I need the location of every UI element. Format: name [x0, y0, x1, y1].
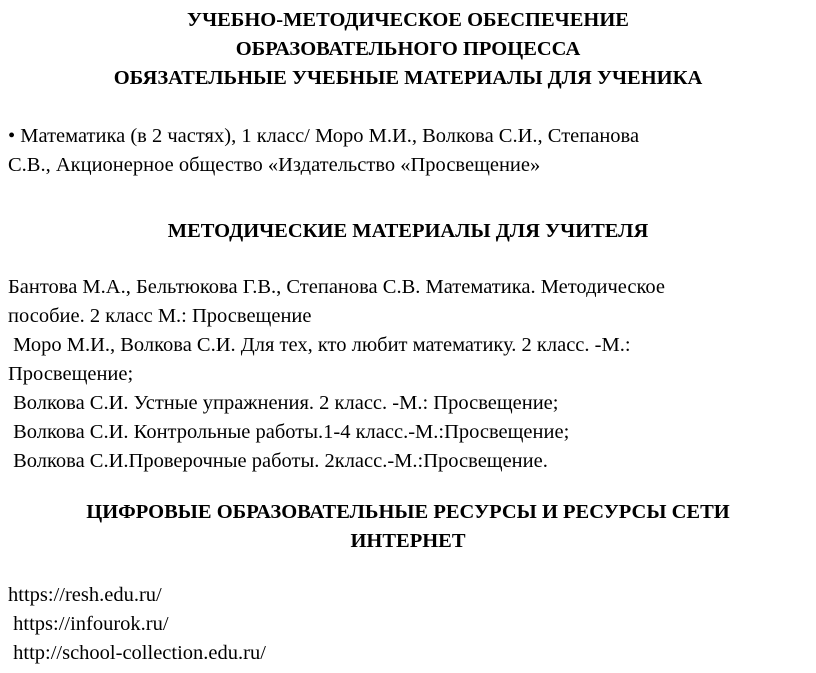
- teacher-materials-line: пособие. 2 класс М.: Просвещение: [8, 305, 312, 327]
- teacher-materials-line: Моро М.И., Волкова С.И. Для тех, кто любит математику. 2 класс. -М.:: [8, 334, 631, 356]
- teacher-materials-line: Волкова С.И. Устные упражнения. 2 класс. -М.: Просвещение;: [8, 392, 559, 414]
- main-heading-line-2: ОБРАЗОВАТЕЛЬНОГО ПРОЦЕССА: [235, 38, 581, 60]
- digital-resources-heading: [8, 498, 808, 556]
- main-heading-line-1: УЧЕБНО-МЕТОДИЧЕСКОЕ ОБЕСПЕЧЕНИЕ: [187, 9, 629, 31]
- student-materials-heading: ОБЯЗАТЕЛЬНЫЕ УЧЕБНЫЕ МАТЕРИАЛЫ ДЛЯ УЧЕНИКА: [113, 67, 703, 89]
- digital-resources-heading-line-2: ИНТЕРНЕТ: [350, 530, 466, 552]
- teacher-materials-heading: [8, 217, 808, 246]
- resource-link-resh[interactable]: https://resh.edu.ru/: [8, 584, 162, 606]
- resource-link-infourok[interactable]: https://infourok.ru/: [8, 613, 169, 635]
- student-materials-line-1: • Математика (в 2 частях), 1 класс/ Моро М.И., Волкова С.И., Степанова: [8, 125, 640, 147]
- digital-resources-links: [8, 581, 808, 668]
- student-materials-line-2: С.В., Акционерное общество «Издательство «Просвещение»: [8, 154, 541, 176]
- main-heading: [8, 6, 808, 93]
- teacher-materials-line: Просвещение;: [8, 363, 134, 385]
- teacher-materials-heading-text: МЕТОДИЧЕСКИЕ МАТЕРИАЛЫ ДЛЯ УЧИТЕЛЯ: [167, 220, 649, 242]
- teacher-materials-line: Волкова С.И. Контрольные работы.1-4 класс.-М.:Просвещение;: [8, 421, 570, 443]
- teacher-materials-list: [8, 273, 808, 476]
- student-materials-item: [8, 122, 808, 180]
- teacher-materials-line: Волкова С.И.Проверочные работы. 2класс.-М.:Просвещение.: [8, 450, 548, 472]
- digital-resources-heading-line-1: ЦИФРОВЫЕ ОБРАЗОВАТЕЛЬНЫЕ РЕСУРСЫ И РЕСУРСЫ СЕТИ: [86, 501, 730, 523]
- teacher-materials-line: Бантова М.А., Бельтюкова Г.В., Степанова С.В. Математика. Методическое: [8, 276, 666, 298]
- document-page: [8, 6, 808, 668]
- resource-link-school-collection[interactable]: http://school-collection.edu.ru/: [8, 642, 266, 664]
